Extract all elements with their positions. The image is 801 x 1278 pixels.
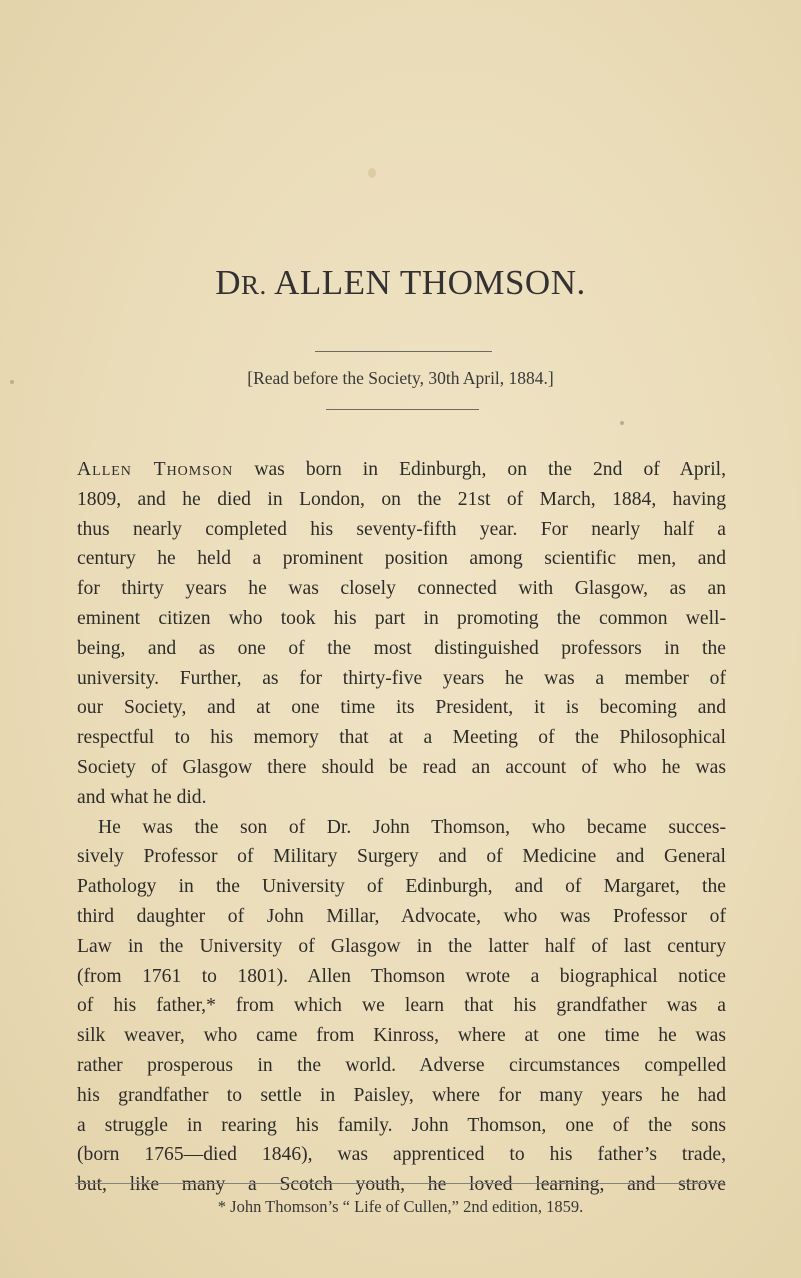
section-divider [326, 409, 479, 410]
text-line: sively Professor of Military Surgery and of Medicine and General [77, 846, 726, 868]
lead-words: Allen Thomson [77, 459, 234, 480]
text-line: Society of Glasgow there should be read an account of who he was [77, 756, 726, 778]
footnote: * John Thomson’s “ Life of Cullen,” 2nd edition, 1859. [217, 1197, 584, 1216]
read-note: [Read before the Society, 30th April, 1884.] [247, 368, 554, 388]
title-divider [315, 351, 492, 352]
paper-stain [368, 168, 376, 178]
text-line: of his father,* from which we learn that his grandfather was a [77, 995, 726, 1017]
text-line: rather prosperous in the world. Adverse circumstances compelled [77, 1054, 726, 1076]
text-line: our Society, and at one time its President, it is becoming and [77, 697, 726, 719]
text-line: He was the son of Dr. John Thomson, who became succes- [98, 816, 726, 838]
text-line: for thirty years he was closely connected with Glasgow, as an [77, 578, 726, 600]
text-line: respectful to his memory that at a Meeting of the Philosophical [77, 727, 726, 749]
text-line: thus nearly completed his seventy-fifth year. For nearly half a [77, 518, 726, 540]
footnote-divider [75, 1183, 725, 1184]
text-line: but, like many a Scotch youth, he loved learning, and strove [77, 1174, 726, 1196]
text-line: 1809, and he died in London, on the 21st of March, 1884, having [77, 488, 726, 510]
text-line: century he held a prominent position among scientific men, and [77, 548, 726, 570]
text-line: Allen Thomson was born in Edinburgh, on the 2nd of April, [77, 459, 726, 480]
text-line: (born 1765—died 1846), was apprenticed to his father’s trade, [77, 1144, 726, 1166]
text-line: third daughter of John Millar, Advocate, who was Professor of [77, 905, 726, 927]
text-line: silk weaver, who came from Kinross, where at one time he was [77, 1025, 726, 1047]
text-line: Law in the University of Glasgow in the latter half of last century [77, 935, 726, 957]
text-line: his grandfather to settle in Paisley, where for many years he had [77, 1084, 726, 1106]
article-body [77, 455, 726, 1200]
text-line: and what he did. [77, 786, 207, 808]
text-line: a struggle in rearing his family. John Thomson, one of the sons [77, 1114, 726, 1136]
page-title: DR. ALLEN THOMSON. [215, 263, 586, 302]
text-line: being, and as one of the most distinguished professors in the [77, 637, 726, 659]
text-line: university. Further, as for thirty-five years he was a member of [77, 667, 726, 689]
text-line: eminent citizen who took his part in promoting the common well- [77, 607, 726, 629]
text-line: Pathology in the University of Edinburgh, and of Margaret, the [77, 876, 726, 898]
paper-stain [620, 421, 624, 425]
text-line: (from 1761 to 1801). Allen Thomson wrote a biographical notice [77, 965, 726, 987]
